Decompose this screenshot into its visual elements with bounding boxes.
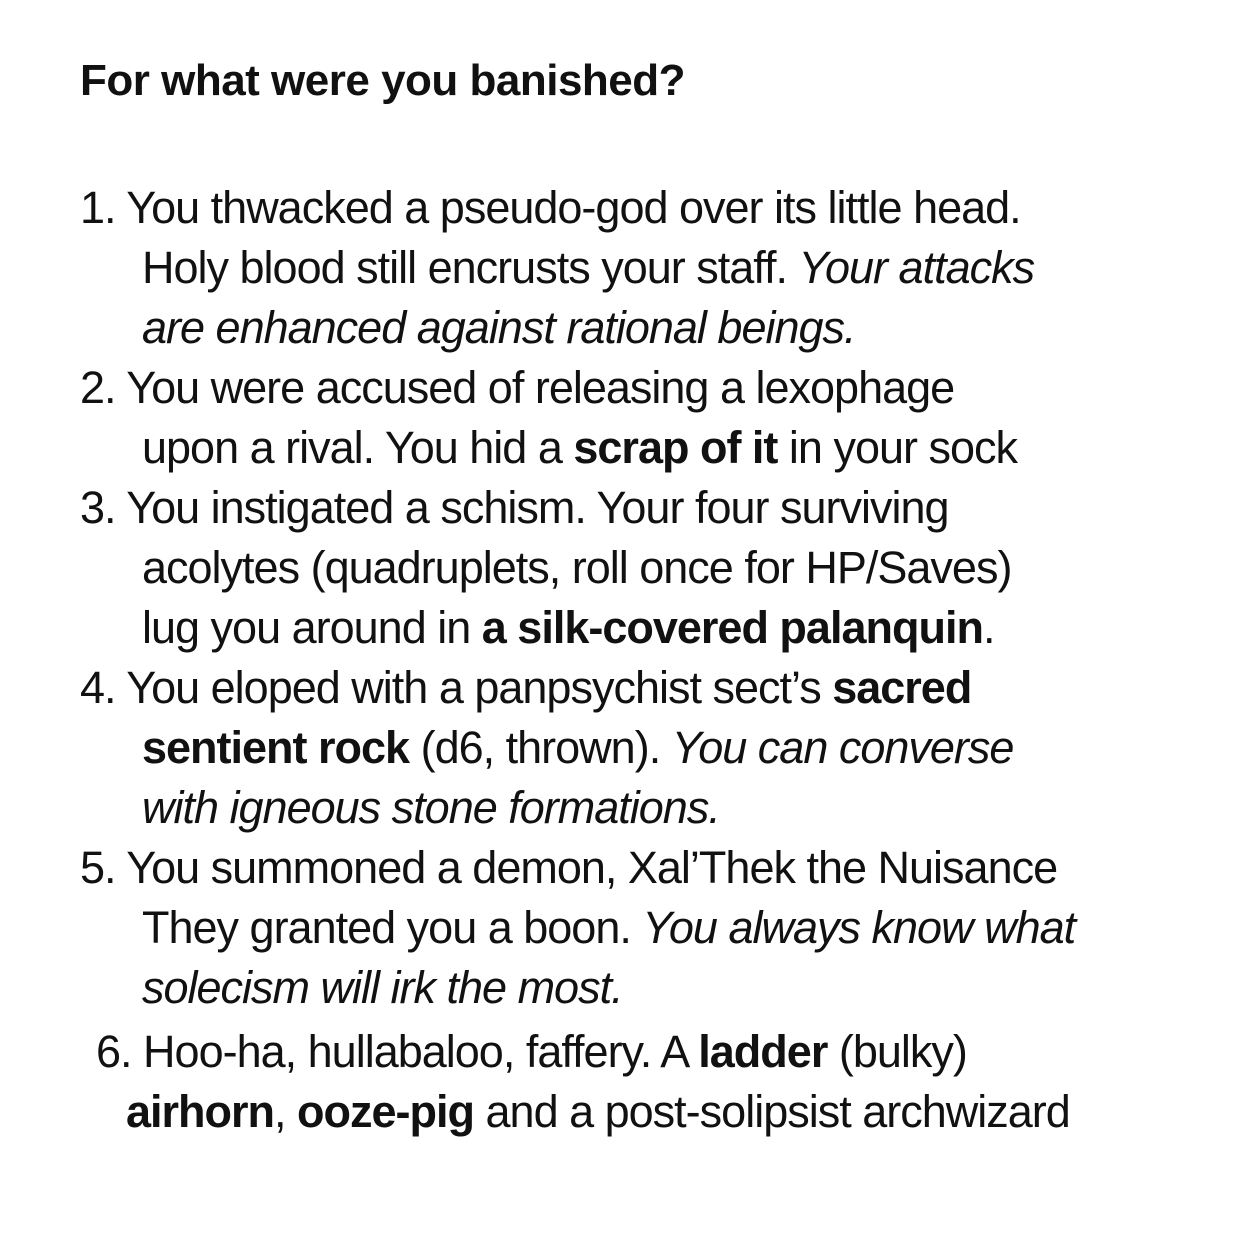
item-text: They granted you a boon. — [142, 902, 643, 953]
item-text: (bulky) — [827, 1026, 967, 1077]
list-item-line — [80, 358, 954, 418]
item-number: 5. — [80, 842, 127, 893]
item-text: You summoned a demon, Xal’Thek the Nuisance — [126, 842, 1058, 893]
item-text: in your sock — [777, 422, 1018, 473]
item-text: (d6, thrown). — [409, 722, 672, 773]
list-item-line — [80, 478, 949, 538]
list-item-line — [96, 1022, 967, 1082]
list-item-line — [142, 238, 1034, 298]
list-item-line — [142, 418, 1017, 478]
item-text: , — [274, 1086, 298, 1137]
list-item-line — [142, 958, 623, 1018]
page-title: For what were you banished? — [80, 56, 686, 105]
item-text: upon a rival. You hid a — [142, 422, 574, 473]
list-item-line — [80, 178, 1021, 238]
list-item-line — [142, 898, 1075, 958]
bold-text: ladder — [698, 1026, 828, 1077]
bold-text: sentient rock — [142, 722, 410, 773]
bold-text: airhorn — [126, 1086, 275, 1137]
item-text: and a post-solipsist archwizard — [474, 1086, 1070, 1137]
italic-text: are enhanced against rational beings. — [142, 302, 856, 353]
list-item-line — [80, 658, 971, 718]
italic-text: You can converse — [671, 722, 1014, 773]
list-item-line — [142, 538, 1011, 598]
item-text: Holy blood still encrusts your staff. — [142, 242, 799, 293]
item-text: Hoo-ha, hullabaloo, faffery. A — [143, 1026, 699, 1077]
item-text: You were accused of releasing a lexophage — [126, 362, 955, 413]
item-text: acolytes (quadruplets, roll once for HP/Saves) — [142, 542, 1012, 593]
bold-text: ooze-pig — [297, 1086, 475, 1137]
list-item-line — [142, 298, 856, 358]
italic-text: with igneous stone formations. — [142, 782, 720, 833]
item-number: 6. — [96, 1026, 144, 1077]
item-number: 1. — [80, 182, 127, 233]
list-item-line — [142, 778, 720, 838]
item-text: lug you around in — [142, 602, 482, 653]
item-number: 2. — [80, 362, 127, 413]
list-item-line — [80, 838, 1057, 898]
list-item-line — [142, 598, 994, 658]
bold-text: sacred — [832, 662, 972, 713]
bold-text: a silk-covered palanquin — [481, 602, 983, 653]
italic-text: Your attacks — [798, 242, 1035, 293]
item-text: You eloped with a panpsychist sect’s — [126, 662, 833, 713]
list-item-line — [126, 1082, 1070, 1142]
item-text: You thwacked a pseudo-god over its little head. — [126, 182, 1021, 233]
italic-text: You always know what — [642, 902, 1076, 953]
item-text: You instigated a schism. Your four surviving — [126, 482, 949, 533]
item-number: 4. — [80, 662, 127, 713]
item-text: . — [982, 602, 995, 653]
bold-text: scrap of it — [573, 422, 778, 473]
item-number: 3. — [80, 482, 127, 533]
italic-text: solecism will irk the most. — [142, 962, 623, 1013]
list-item-line — [142, 718, 1013, 778]
